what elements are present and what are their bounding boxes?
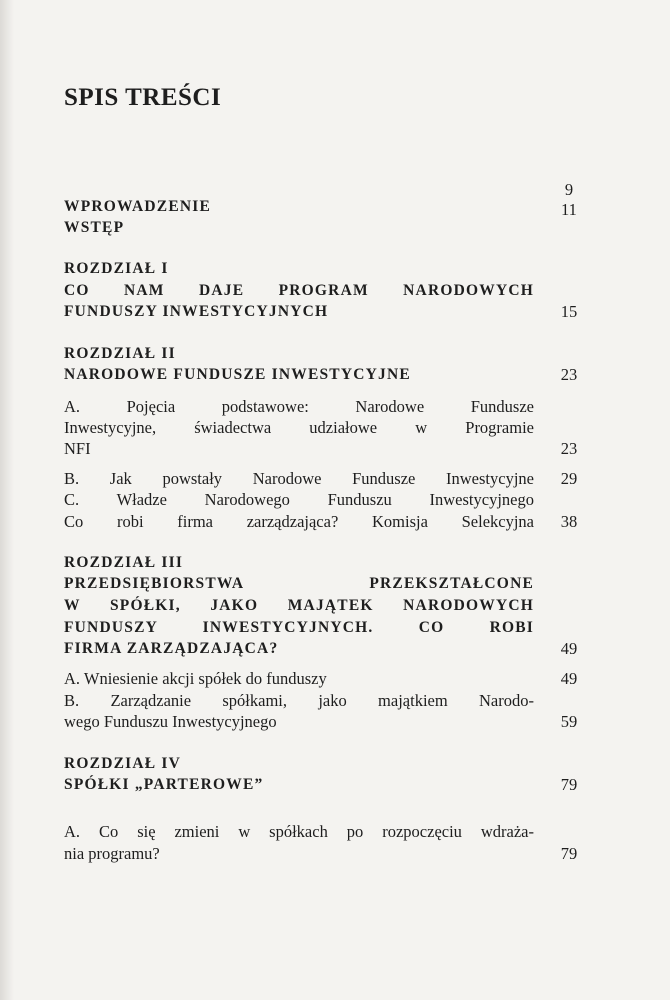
toc-entry-text: wego Funduszu Inwestycyjnego [64, 712, 277, 731]
toc-page-number: 23 [560, 365, 578, 384]
chapter-title: SPÓŁKI „PARTEROWE” [64, 776, 264, 793]
toc-page-number: 49 [560, 669, 578, 688]
toc-page-number: 15 [560, 302, 578, 321]
chapter-title: W SPÓŁKI, JAKO MAJĄTEK NARODOWYCH [64, 597, 534, 614]
toc-entry-text: A. Co się zmieni w spółkach po rozpoczęciu wdraża- [64, 822, 534, 841]
toc-entry-text: A. Wniesienie akcji spółek do funduszy [64, 669, 327, 688]
chapter-title: FIRMA ZARZĄDZAJĄCA? [64, 640, 279, 657]
chapter-label: ROZDZIAŁ II [64, 345, 176, 362]
toc-entry-text: C. Władze Narodowego Funduszu Inwestycyjnego [64, 490, 534, 509]
chapter-label: ROZDZIAŁ I [64, 260, 169, 277]
toc-entry-text: A. Pojęcia podstawowe: Narodowe Fundusze [64, 397, 534, 416]
toc-page-number: 79 [560, 775, 578, 794]
toc-entry-text: Inwestycyjne, świadectwa udziałowe w Programie [64, 418, 534, 437]
toc-page-number: 38 [560, 512, 578, 531]
chapter-title: PRZEDSIĘBIORSTWA PRZEKSZTAŁCONE [64, 575, 534, 592]
toc-entry-wstep: WSTĘP [64, 219, 125, 236]
chapter-label: ROZDZIAŁ IV [64, 755, 181, 772]
chapter-title: NARODOWE FUNDUSZE INWESTYCYJNE [64, 366, 411, 383]
toc-page-number: 59 [560, 712, 578, 731]
toc-page-number: 79 [560, 844, 578, 863]
page-edge-shadow [0, 0, 14, 1000]
chapter-title: FUNDUSZY INWESTYCYJNYCH [64, 303, 329, 320]
toc-entry-text: NFI [64, 439, 91, 458]
toc-page-number: 23 [560, 439, 578, 458]
toc-entry-text: Co robi firma zarządzająca? Komisja Selekcyjna [64, 512, 534, 531]
chapter-title: CO NAM DAJE PROGRAM NARODOWYCH [64, 282, 534, 299]
toc-entry-text: B. Jak powstały Narodowe Fundusze Inwestycyjne [64, 469, 534, 488]
toc-page-number: 9 [564, 180, 574, 199]
toc-page-number: 11 [561, 200, 577, 219]
toc-entry-text: nia programu? [64, 844, 160, 863]
chapter-label: ROZDZIAŁ III [64, 554, 184, 571]
toc-entry-text: B. Zarządzanie spółkami, jako majątkiem Narodo- [64, 691, 534, 710]
chapter-title: FUNDUSZY INWESTYCYJNYCH. CO ROBI [64, 619, 534, 636]
page-title: SPIS TREŚCI [64, 84, 222, 111]
toc-entry-wprowadzenie: WPROWADZENIE [64, 198, 212, 215]
toc-page-number: 29 [560, 469, 578, 488]
toc-page-number: 49 [560, 639, 578, 658]
